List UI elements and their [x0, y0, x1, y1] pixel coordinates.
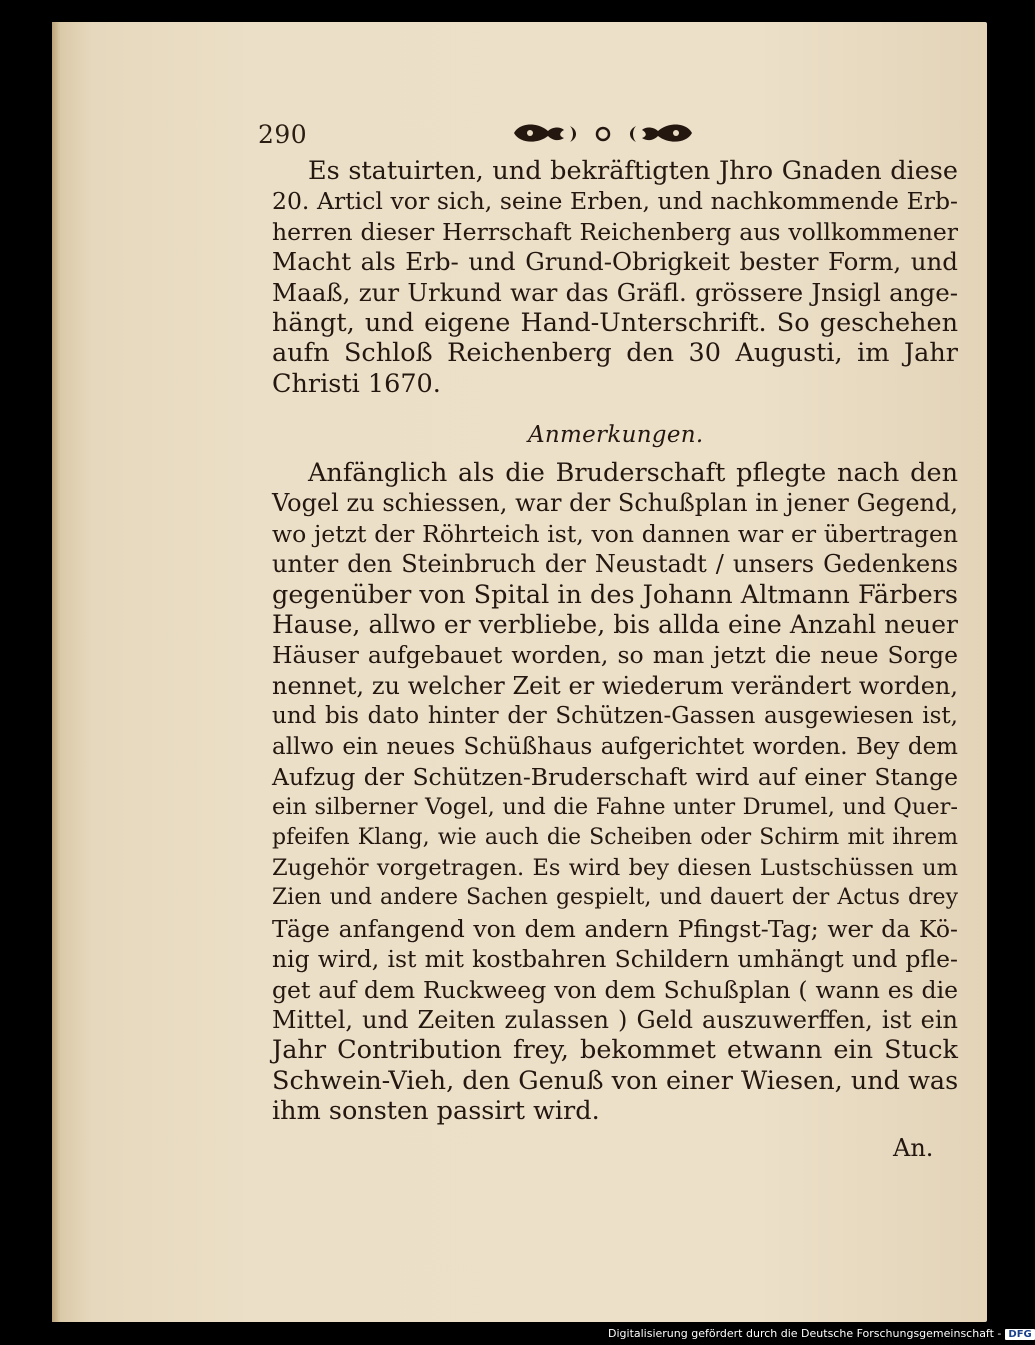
text-line: Macht als Erb- und Grund-Obrigkeit bester Form, und — [272, 247, 958, 277]
text-line: herren dieser Herrschaft Reichenberg aus vollkommener — [272, 217, 958, 246]
digitization-credit — [608, 1327, 1035, 1340]
credit-text: Digitalisierung gefördert durch die Deutsche Forschungsgemeinschaft - — [608, 1327, 1002, 1340]
text-line: Zugehör vorgetragen. Es wird bey diesen Lustschüssen um — [272, 855, 958, 882]
section-heading: Anmerkungen. — [528, 422, 704, 448]
text-line: get auf dem Ruckweeg von dem Schußplan ( wann es die — [272, 975, 958, 1004]
text-line: allwo ein neues Schüßhaus aufgerichtet worden. Bey dem — [272, 733, 958, 760]
text-line: Vogel zu schiessen, war der Schußplan in jener Gegend, — [272, 489, 958, 518]
text-line: Schwein-Vieh, den Genuß von einer Wiesen, und was — [272, 1065, 959, 1096]
printer-ornament-icon — [508, 118, 698, 148]
text-line: und bis dato hinter der Schützen-Gassen ausgewiesen ist, — [272, 703, 958, 730]
paragraph-charter-closing — [272, 156, 958, 399]
page-number: 290 — [258, 120, 308, 149]
text-line: wo jetzt der Röhrteich ist, von dannen war er übertragen — [272, 519, 958, 548]
page-gutter-shadow — [52, 22, 60, 1322]
text-line: nig wird, ist mit kostbahren Schildern umhängt und pfle- — [272, 945, 958, 974]
text-line: Zien und andere Sachen gespielt, und dauert der Actus drey — [272, 885, 958, 911]
text-line: hängt, und eigene Hand-Unterschrift. So geschehen — [272, 307, 958, 338]
text-line: 20. Articl vor sich, seine Erben, und nachkommende Erb- — [272, 187, 958, 216]
text-line: pfeifen Klang, wie auch die Scheiben oder Schirm mit ihrem — [272, 824, 958, 850]
text-line: Hause, allwo er verbliebe, bis allda eine Anzahl neuer — [272, 609, 958, 639]
text-line: Anfänglich als die Bruderschaft pflegte nach den — [308, 458, 958, 488]
text-line: Täge anfangend von dem andern Pfingst-Tag; wer da Kö- — [272, 914, 958, 943]
text-line: Es statuirten, und bekräftigten Jhro Gnaden diese — [308, 156, 958, 186]
text-line: gegenüber von Spital in des Johann Altmann Färbers — [272, 579, 958, 610]
text-line: ein silberner Vogel, und die Fahne unter Drumel, und Quer- — [272, 794, 958, 821]
text-line: Christi 1670. — [272, 368, 441, 399]
page-header — [258, 118, 948, 152]
catchword: An. — [893, 1134, 934, 1162]
text-line: Mittel, und Zeiten zulassen ) Geld auszuwerffen, ist ein — [272, 1006, 958, 1035]
text-line: unter den Steinbruch der Neustadt / unsers Gedenkens — [272, 550, 958, 579]
text-line: Jahr Contribution frey, bekommet etwann ein Stuck — [272, 1035, 958, 1066]
text-line: Maaß, zur Urkund war das Gräfl. grössere Jnsigl ange- — [272, 277, 958, 307]
dfg-logo: DFG — [1005, 1329, 1034, 1340]
paragraph-annotations — [272, 458, 958, 1127]
text-line: ihm sonsten passirt wird. — [272, 1096, 600, 1127]
text-line: Häuser aufgebauet worden, so man jetzt die neue Sorge — [272, 641, 958, 670]
text-line: aufn Schloß Reichenberg den 30 Augusti, im Jahr — [272, 338, 958, 369]
text-line: Aufzug der Schützen-Bruderschaft wird auf einer Stange — [272, 762, 958, 791]
text-line: nennet, zu welcher Zeit er wiederum verändert worden, — [272, 671, 958, 700]
